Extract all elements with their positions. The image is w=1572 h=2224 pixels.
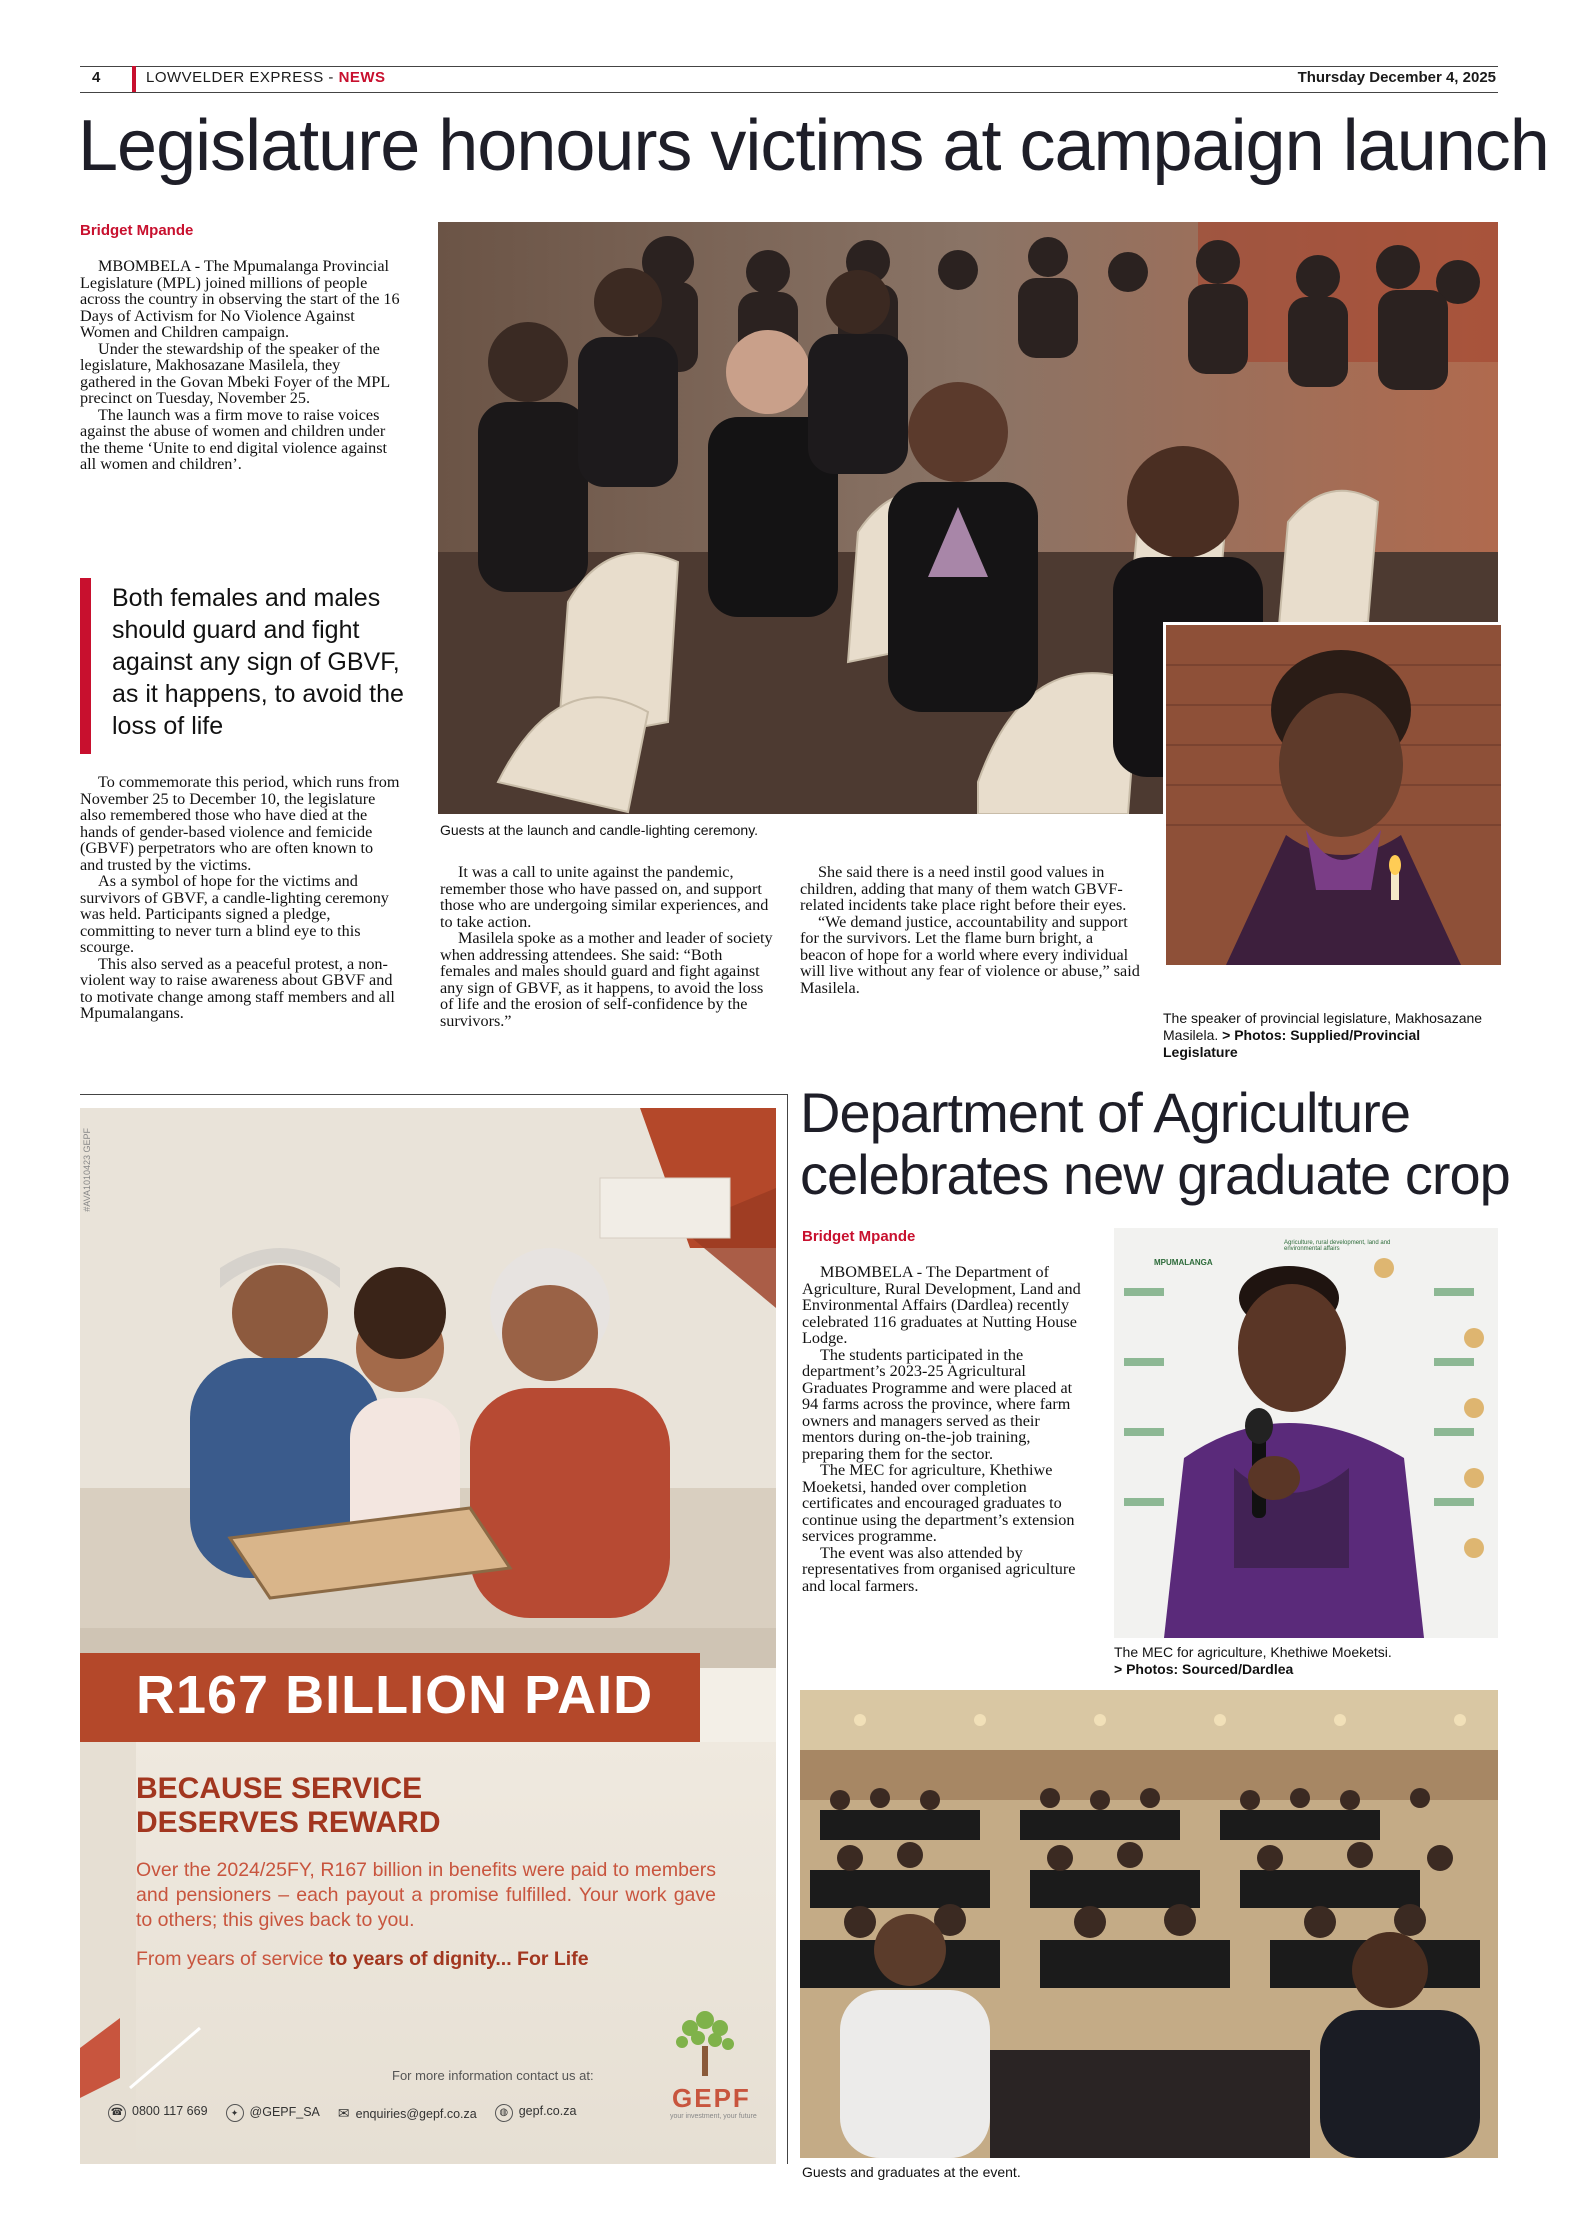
story1-byline: Bridget Mpande [80, 222, 194, 239]
mec-caption-text: The MEC for agriculture, Khethiwe Moeketsi. [1114, 1644, 1392, 1660]
masthead-separator: - [323, 69, 339, 86]
paragraph: This also served as a peaceful protest, a non-violent way to raise awareness about GBVF and to motivate change among staff members and all Mpumalangans. [80, 954, 395, 1022]
story1-col2 [440, 864, 776, 1029]
story2-headline-line1: Department of Agriculture [800, 1081, 1410, 1144]
twitter-icon: ✦ [226, 2104, 244, 2122]
email-icon: ✉ [337, 2104, 350, 2121]
advert-lower-panel-left [80, 1742, 136, 2164]
column-divider [787, 1094, 788, 2164]
hall-illustration [800, 1690, 1498, 2158]
page-number: 4 [92, 69, 101, 86]
mec-illustration [1114, 1228, 1498, 1638]
paragraph: The students participated in the department’s 2023-25 Agricultural Graduates Programme and were placed at 94 farms across the province, where farm owners and managers served as their mentors during on-the-job training, preparing them for the sector. [802, 1345, 1073, 1463]
mec-caption-credit: > Photos: Sourced/Dardlea [1114, 1661, 1294, 1677]
speaker-caption-credit: > Photos: Supplied/Provincial Legislature [1163, 1027, 1421, 1060]
story2-byline: Bridget Mpande [802, 1228, 916, 1245]
advert-body: Over the 2024/25FY, R167 billion in benefits were paid to members and pensioners – each payout a promise fulfilled. Your work gave to others; this gives back to you. [136, 1859, 716, 1931]
contact-heading: For more information contact us at: [392, 2068, 594, 2083]
paper-name: LOWVELDER EXPRESS [146, 69, 324, 86]
backdrop-sub: Agriculture, rural development, land and environmental affairs [1284, 1240, 1391, 1252]
paragraph: The MEC for agriculture, Khethiwe Moeketsi, handed over completion certificates and encouraged graduates to continue using the department’s extension services programme. [802, 1461, 1075, 1545]
issue-date: Thursday December 4, 2025 [1297, 69, 1496, 86]
web-contact[interactable] [495, 2104, 577, 2122]
phone-number: 0800 117 669 [132, 2104, 208, 2118]
masthead-top-rule [80, 66, 1498, 67]
story2-headline [800, 1082, 1510, 1206]
graduates-hall-photo [800, 1690, 1498, 2158]
twitter-contact[interactable] [226, 2104, 320, 2122]
speaker-illustration [1166, 625, 1501, 965]
advert-code: #AVA1010423 GEPF [82, 1128, 92, 1212]
paragraph: To commemorate this period, which runs from November 25 to December 10, the legislature also remembered those who have died at the hands of gender-based violence and femicide (GBVF) perpetrators who are often known to and trusted by the victims. [80, 773, 400, 874]
advert-top-rule [80, 1094, 788, 1095]
advert-subhead [136, 1772, 441, 1840]
globe-icon: ◍ [495, 2104, 513, 2122]
advert-banner-text: R167 BILLION PAID [136, 1665, 654, 1725]
masthead-red-tab [132, 66, 136, 92]
email-contact[interactable] [338, 2105, 477, 2122]
website: gepf.co.za [518, 2104, 577, 2118]
story1-headline: Legislature honours victims at campaign launch [78, 106, 1549, 186]
advert-subhead-line2: DESERVES REWARD [136, 1806, 441, 1839]
pull-quote-bar [80, 578, 91, 754]
speaker-caption-text: The speaker of provincial legislature, Makhosazane Masilela. [1163, 1010, 1483, 1043]
hall-caption: Guests and graduates at the event. [802, 2164, 1021, 2180]
gepf-logo-tag: your investment, your future [670, 2113, 757, 2120]
story1-col1-top [80, 258, 400, 473]
paragraph: She said there is a need instil good values in children, adding that many of them watch GBVF-related incidents take place right before their eyes. [800, 863, 1127, 914]
paragraph: “We demand justice, accountability and support for the survivors. Let the flame burn bright, a beacon of hope for a world where every individual will live without any fear of violence or abuse,” said Masilela. [800, 912, 1140, 997]
story2-body [802, 1264, 1090, 1594]
advert-tagline-bold: to years of dignity... For Life [328, 1948, 589, 1970]
paragraph: It was a call to unite against the pandemic, remember those who have passed on, and support those who are undergoing similar experiences, and to take action. [440, 863, 769, 931]
story2-headline-line2: celebrates new graduate crop [800, 1143, 1510, 1206]
pull-quote: Both females and males should guard and fight against any sign of GBVF, as it happens, to avoid the loss of life [112, 584, 404, 740]
email-address: enquiries@gepf.co.za [355, 2106, 477, 2121]
paragraph: MBOMBELA - The Department of Agriculture, Rural Development, Land and Environmental Affairs (Dardlea) recently celebrated 116 graduates at Nutting House Lodge. [802, 1263, 1081, 1347]
mec-photo [1114, 1228, 1498, 1638]
phone-icon: ☎ [108, 2104, 126, 2122]
paragraph: Under the stewardship of the speaker of the legislature, Makhosazane Masilela, they gathered in the Govan Mbeki Foyer of the MPL precinct on Tuesday, November 25. [80, 339, 390, 407]
story1-col1-bottom [80, 774, 400, 1022]
main-photo-caption: Guests at the launch and candle-lighting ceremony. [440, 822, 759, 838]
speaker-caption [1163, 1010, 1493, 1061]
story1-col3 [800, 864, 1140, 996]
contact-row [108, 2104, 576, 2122]
section-name: NEWS [338, 69, 386, 86]
advert-tagline-plain: From years of service [136, 1948, 329, 1970]
advert-tagline [136, 1948, 589, 1971]
paragraph: MBOMBELA - The Mpumalanga Provincial Legislature (MPL) joined millions of people across the country in observing the start of the 16 Days of Activism for No Violence Against Women and Children campaign. [80, 257, 400, 341]
paragraph: As a symbol of hope for the victims and survivors of GBVF, a candle-lighting ceremony was held. Participants signed a pledge, committing to never turn a blind eye to this scourge. [80, 872, 389, 956]
gepf-logo: GEPF [672, 2083, 751, 2113]
gepf-advert [80, 1108, 776, 2164]
gepf-tree-icon [660, 2008, 750, 2088]
backdrop-label: MPUMALANGA [1154, 1258, 1213, 1267]
advert-family-illustration [80, 1108, 776, 1668]
paragraph: The launch was a firm move to raise voices against the abuse of women and children under the theme ‘Unite to end digital violence against all women and children’. [80, 405, 388, 473]
mec-caption [1114, 1644, 1498, 1678]
phone-contact[interactable] [108, 2104, 208, 2122]
speaker-photo [1163, 622, 1504, 968]
masthead-title [146, 69, 386, 86]
twitter-handle: @GEPF_SA [249, 2105, 320, 2119]
advert-accent-shapes [80, 2008, 240, 2098]
paragraph: Masilela spoke as a mother and leader of society when addressing attendees. She said: “Both females and males should guard and fight against any sign of GBVF, as it happens, to avoid the loss of life and the erosion of self-confidence by the survivors.” [440, 929, 773, 1030]
masthead-bottom-rule [80, 92, 1498, 93]
paragraph: The event was also attended by representatives from organised agriculture and local farmers. [802, 1543, 1076, 1595]
advert-subhead-line1: BECAUSE SERVICE [136, 1772, 423, 1805]
